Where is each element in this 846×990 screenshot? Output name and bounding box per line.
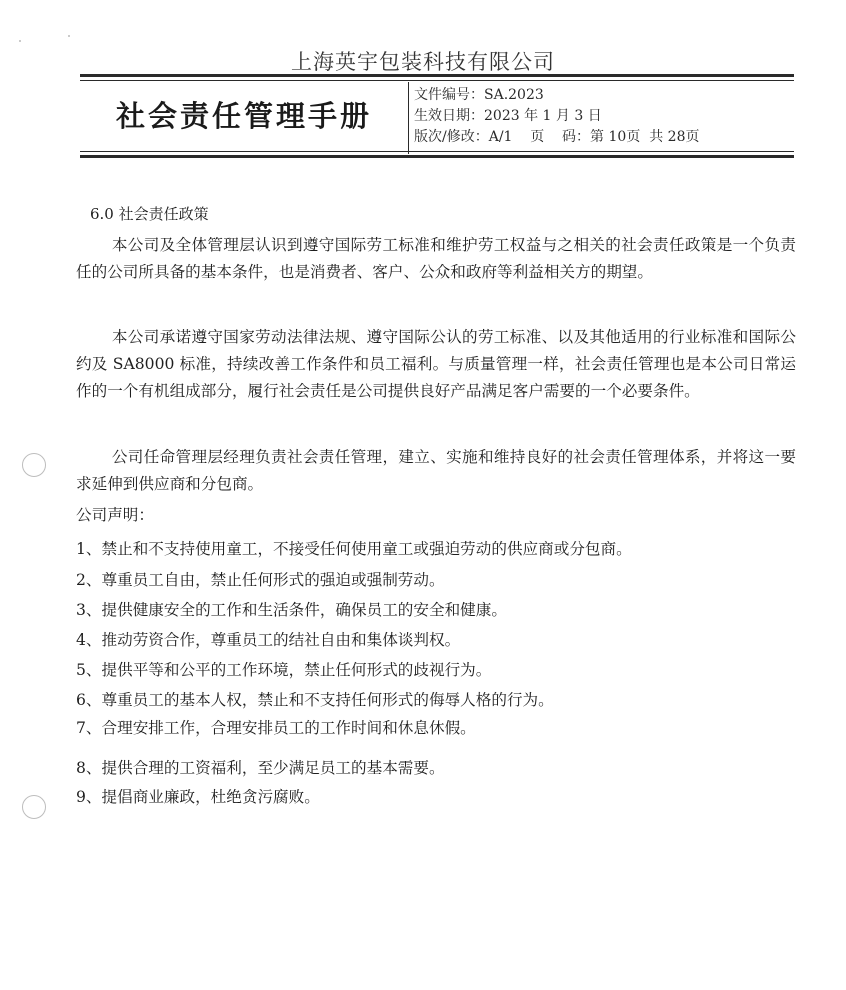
policy-paragraph-2: 本公司承诺遵守国家劳动法律法规、遵守国际公认的劳工标准、以及其他适用的行业标准和国际公约及 SA8000 标准，持续改善工作条件和员工福利。与质量管理一样，社会责任管理也是本公司日常运作的一个有机组成部分，履行社会责任是公司提供良好产品满足客户需要的一个必要条件。 [76, 328, 796, 400]
statement-item: 1、禁止和不支持使用童工，不接受任何使用童工或强迫劳动的供应商或分包商。 [76, 540, 632, 558]
company-name: 上海英宇包装科技有限公司 [291, 50, 555, 74]
header-top-rule-thick [80, 74, 794, 77]
statement-item: 4、推动劳资合作，尊重员工的结社自由和集体谈判权。 [76, 631, 461, 649]
doc-number: 文件编号：SA.2023 [414, 87, 544, 103]
header-bottom-rule-thick [80, 155, 794, 158]
scan-speck [19, 40, 21, 42]
statement-item: 3、提供健康安全的工作和生活条件，确保员工的安全和健康。 [76, 601, 507, 619]
statement-item: 9、提倡商业廉政，杜绝贪污腐败。 [76, 788, 320, 806]
punch-hole-bottom [22, 795, 46, 819]
statement-item: 6、尊重员工的基本人权，禁止和不支持任何形式的侮辱人格的行为。 [76, 691, 554, 709]
statement-item: 2、尊重员工自由，禁止任何形式的强迫或强制劳动。 [76, 571, 445, 589]
header-bottom-rule-thin [80, 151, 794, 152]
version-page: 版次/修改：A/1 页 码：第 10页 共 28页 [414, 129, 700, 145]
statement-item: 8、提供合理的工资福利，至少满足员工的基本需要。 [76, 759, 445, 777]
section-heading: 6.0 社会责任政策 [90, 205, 209, 223]
header-separator [408, 82, 409, 154]
statement-item: 5、提供平等和公平的工作环境，禁止任何形式的歧视行为。 [76, 661, 492, 679]
statement-label: 公司声明： [76, 506, 154, 524]
punch-hole-top [22, 453, 46, 477]
effective-date: 生效日期：2023 年 1 月 3 日 [414, 108, 602, 124]
manual-title: 社会责任管理手册 [115, 99, 372, 133]
statement-item: 7、合理安排工作，合理安排员工的工作时间和休息休假。 [76, 719, 476, 737]
scan-speck [68, 35, 70, 37]
policy-paragraph-1: 本公司及全体管理层认识到遵守国际劳工标准和维护劳工权益与之相关的社会责任政策是一个负责任的公司所具备的基本条件，也是消费者、客户、公众和政府等利益相关方的期望。 [76, 236, 796, 281]
header-top-rule-thin [80, 80, 794, 81]
policy-paragraph-3: 公司任命管理层经理负责社会责任管理，建立、实施和维持良好的社会责任管理体系，并将这一要求延伸到供应商和分包商。 [76, 448, 796, 493]
